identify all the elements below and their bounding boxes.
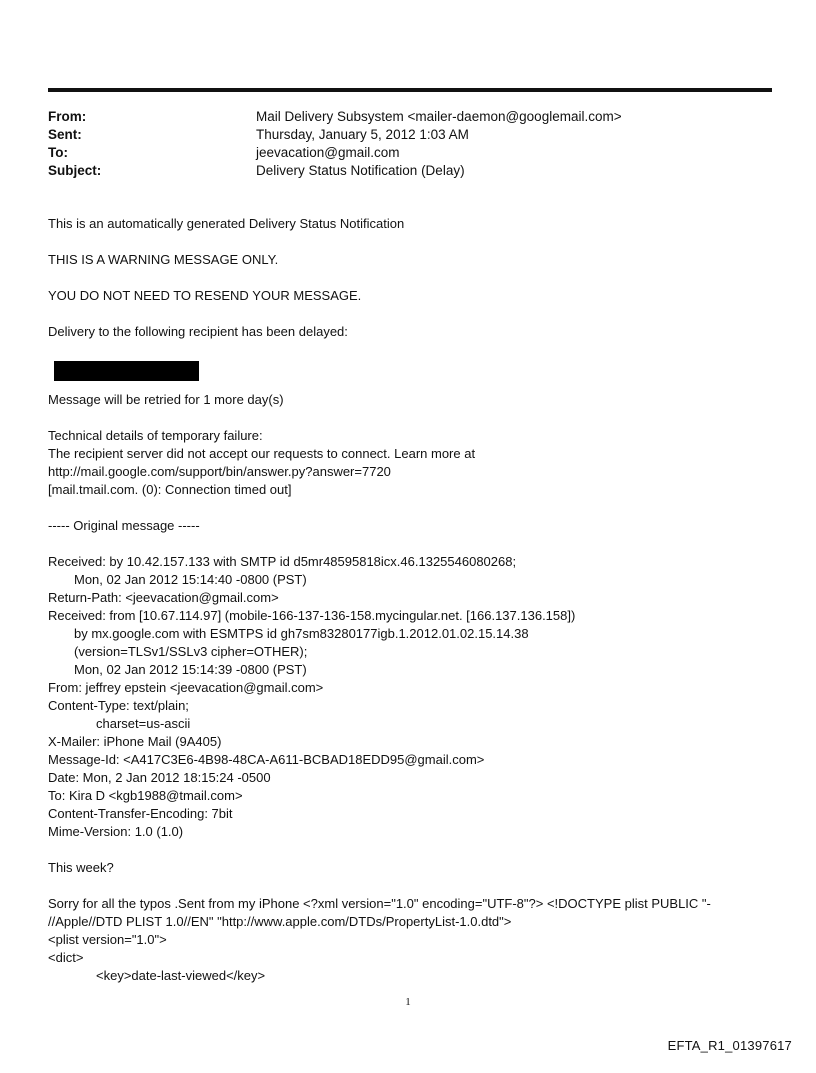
message-text: //Apple//DTD PLIST 1.0//EN" "http://www.apple.com/DTDs/PropertyList-1.0.dtd"> [48,914,512,929]
redaction-box [54,361,199,381]
header-line: Received: from [10.67.114.97] (mobile-166-137-136-158.mycingular.net. [166.137.136.158]) [48,608,576,623]
plist-line: <key>date-last-viewed</key> [96,968,266,983]
intro-line: This is an automatically generated Delivery Status Notification [48,216,405,231]
message-text: This week? [48,860,114,875]
header-line: Mon, 02 Jan 2012 15:14:39 -0800 (PST) [74,662,307,677]
to-value: jeevacation@gmail.com [256,145,400,160]
delayed-line: Delivery to the following recipient has been delayed: [48,324,348,339]
subject-value: Delivery Status Notification (Delay) [256,163,465,178]
tech-details-link: http://mail.google.com/support/bin/answer.py?answer=7720 [48,464,391,479]
header-line: Content-Transfer-Encoding: 7bit [48,806,233,821]
header-line: Mon, 02 Jan 2012 15:14:40 -0800 (PST) [74,572,307,587]
plist-line: <dict> [48,950,84,965]
header-line: (version=TLSv1/SSLv3 cipher=OTHER); [74,644,308,659]
original-message-divider: ----- Original message ----- [48,518,200,533]
no-resend-line: YOU DO NOT NEED TO RESEND YOUR MESSAGE. [48,288,362,303]
header-rule [48,88,772,92]
header-line: X-Mailer: iPhone Mail (9A405) [48,734,222,749]
sent-row [48,126,622,144]
sent-value: Thursday, January 5, 2012 1:03 AM [256,127,469,142]
tech-details-line: Technical details of temporary failure: [48,428,263,443]
header-line: Content-Type: text/plain; [48,698,189,713]
tech-details-line: [mail.tmail.com. (0): Connection timed out] [48,482,292,497]
header-line: Message-Id: <A417C3E6-4B98-48CA-A611-BCBAD18EDD95@gmail.com> [48,752,485,767]
warning-line: THIS IS A WARNING MESSAGE ONLY. [48,252,279,267]
from-value: Mail Delivery Subsystem <mailer-daemon@googlemail.com> [256,109,622,124]
to-row [48,144,622,162]
subject-row [48,162,622,180]
sent-label: Sent: [48,127,82,142]
email-header [48,108,622,180]
header-line: Date: Mon, 2 Jan 2012 18:15:24 -0500 [48,770,271,785]
header-line: Mime-Version: 1.0 (1.0) [48,824,184,839]
plist-line: <plist version="1.0"> [48,932,167,947]
email-body [48,215,772,985]
from-label: From: [48,109,87,124]
tech-details-line: The recipient server did not accept our requests to connect. Learn more at [48,446,476,461]
header-line: Received: by 10.42.157.133 with SMTP id d5mr48595818icx.46.1325546080268; [48,554,517,569]
header-line: From: jeffrey epstein <jeevacation@gmail.com> [48,680,324,695]
header-line: Return-Path: <jeevacation@gmail.com> [48,590,279,605]
from-row [48,108,622,126]
page-number: 1 [405,996,411,1008]
document-id: EFTA_R1_01397617 [667,1038,792,1053]
message-text: Sorry for all the typos .Sent from my iPhone <?xml version="1.0" encoding="UTF-8"?> <!DOCTYPE plist PUBLIC "- [48,896,711,911]
header-line: charset=us-ascii [96,716,191,731]
subject-label: Subject: [48,163,102,178]
header-line: by mx.google.com with ESMTPS id gh7sm83280177igb.1.2012.01.02.15.14.38 [74,626,529,641]
retry-line: Message will be retried for 1 more day(s) [48,392,284,407]
to-label: To: [48,145,68,160]
header-line: To: Kira D <kgb1988@tmail.com> [48,788,243,803]
